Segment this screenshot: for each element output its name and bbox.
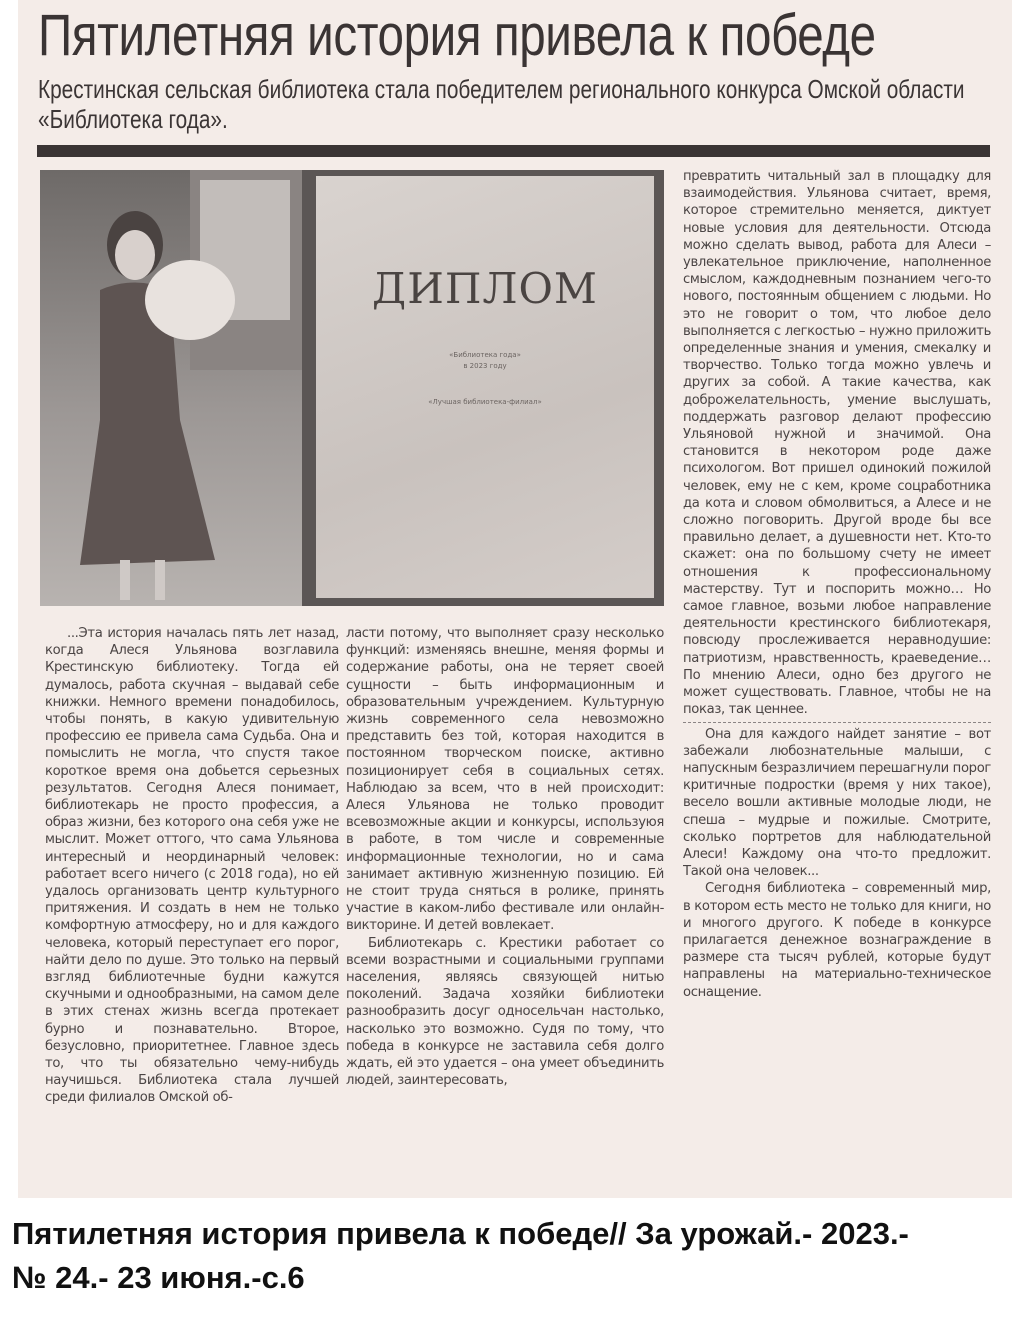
diploma-sheet	[316, 176, 654, 598]
citation-line-1: Пятилетняя история привела к победе// За урожай.- 2023.-	[12, 1216, 909, 1251]
article-lead: Крестинская сельская библиотека стала победителем регионального конкурса Омской области «Библиотека года».	[38, 74, 965, 134]
section-separator	[683, 722, 991, 723]
citation-caption	[12, 1212, 1022, 1300]
diploma-contest: «Библиотека года»	[449, 351, 521, 359]
article-column-1	[45, 625, 339, 1193]
diploma-heading: ДИПЛОМ	[372, 264, 598, 313]
librarian-silhouette-icon	[40, 170, 302, 606]
photo-diploma	[302, 170, 664, 606]
citation-line-2: № 24.- 23 июня.-с.6	[12, 1260, 305, 1295]
diploma-nomination: «Лучшая библиотека-филиал»	[428, 398, 542, 406]
photo-librarian	[40, 170, 302, 606]
paragraph: Сегодня библиотека – современный мир, в котором есть место не только для книги, но и многого другого. К победе в конкурсе прилагается денежное вознаграждение в размере ста тысяч рублей, которые будут направлены на материально-техническое оснащение.	[683, 881, 991, 1000]
article-headline: Пятилетняя история привела к победе	[38, 3, 876, 68]
paragraph: ...Эта история началась пять лет назад, когда Алеся Ульянова возглавила Крестинскую библиотеку. Тогда ей думалось, работа скучная – выдавай себе книжки. Немного времени понадобилось, чтобы понять, в какую удивительную профессию ее привела сама Судьба. Она и помыслить не могла, что спустя такое короткое время она добьется серьезных результатов. Сегодня Алеся понимает, библиотекарь не просто профессия, а образ жизни, без которого она себя уже не мыслит. Может оттого, что сама Ульянова интересный и неординарный человек: работает всего ничего (с 2018 года), но ей удалось организовать центр культурного притяжения. И создать в нем не только комфортную атмосферу, но и для каждого человека, который переступает его порог, найти дело по душе. Это только на первый взгляд библиотечные будни кажутся скучными и однообразными, на самом деле в этих стенах жизнь всегда протекает бурно и познавательно. Второе, безусловно, приоритетнее. Главное здесь то, что ты обязательно чему-нибудь научишься. Библиотека стала лучшей среди филиалов Омской об-	[45, 626, 339, 1106]
divider-bar	[37, 145, 990, 157]
paragraph: ласти потому, что выполняет сразу несколько функций: изменяясь внешне, меняя формы и содержание работы, она не теряет своей сущности – быть информационным и образовательным учреждением. Культурную жизнь современного села невозможно представить без той, которая находится в постоянном творческом поиске, активно позиционирует себя в социальных сетях. Наблюдаю за всем, что в ней происходит: Алеся Ульянова не только проводит всевозможные акции и конкурсы, используюя в работе, в том числе и современные информационные технологии, но и сама занимает активную жизненную позицию. Ей не стоит труда сняться в ролике, принять участие в каком-либо фестивале или онлайн-викторине. И детей вовлекает.	[346, 626, 664, 934]
article-column-2	[346, 625, 664, 1193]
paragraph: Библиотекарь с. Крестики работает со всеми возрастными и социальными группами населения, являясь связующей нитью поколений. Задача хозяйки библиотеки разнообразить досуг односельчан настолько, насколько это возможно. Судя по тому, что победа в конкурсе не заставила себя долго ждать, ей это удается – она умеет объединить людей, заинтересовать,	[346, 935, 664, 1089]
diploma-year: в 2023 году	[463, 362, 507, 370]
paragraph: превратить читальный зал в площадку для взаимодействия. Ульянова считает, время, которое стремительно меняется, диктует новые условия для деятельности. Отсюда можно сделать вывод, работа для Алеси – увлекательное приключение, наполненное смыслом, каждодневным познанием чего-то нового, постоянным общением с людьми. Но это не говорит о том, что любое дело выполняется с легкостью – нужно приложить определенные знания и умения, смекалку и творчество. Только тогда можно увлечь и других за собой. А такие качества, как доброжелательность, умение выслушать, поддержать разговор делают профессию Ульяновой нужной и значимой. Она становится в некотором роде даже психологом. Вот пришел одинокий пожилой человек, ему не с кем, кроме соцработника да кота и словом обмолвиться, а Алесе и не сложно поговорить. Другой вроде бы все правильно делает, а душевности нет. Кто-то скажет: она по большому счету не имеет отношения к профессиональному мастерству. Тут и поспорить можно… Но самое главное, возьми любое направление деятельности крестинского библиотекаря, повсюду прослеживается неравнодушие: патриотизм, нравственность, краеведение… По мнению Алеси, одно без другого не может существовать. Главное, чтобы не на показ, так ценнее.	[683, 169, 991, 718]
article-column-3	[683, 168, 991, 1193]
paragraph: Она для каждого найдет занятие – вот забежали любознательные малыши, с напускным безразличием перешагнули порог критичные подростки (время у них такое), весело вошли активные молодые люди, не спеша – мудрые и пожилые. Смотрите, сколько портретов для наблюдательной Алеси! Каждому она что-то предложит. Такой она человек...	[683, 726, 991, 880]
